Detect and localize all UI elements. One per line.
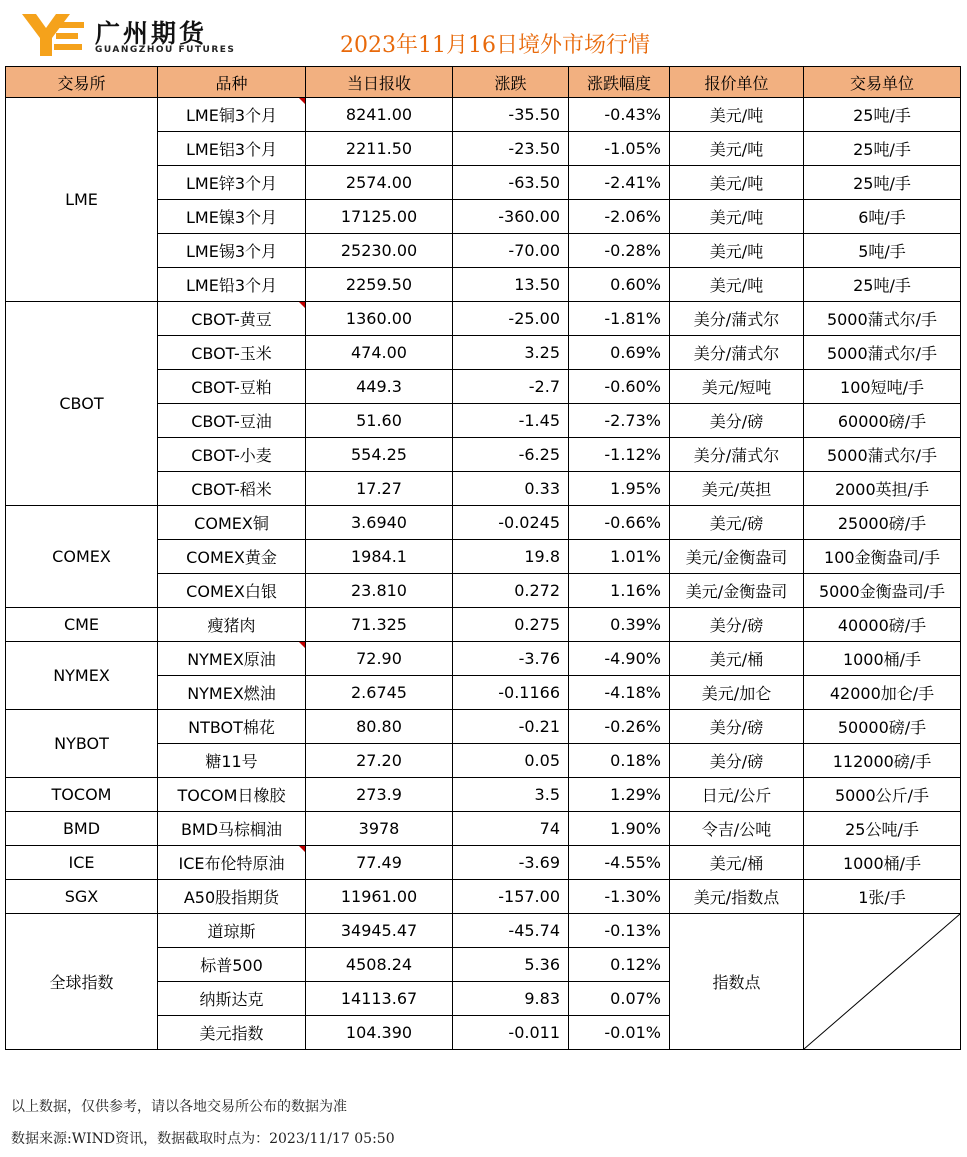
- close-price-cell: 17125.00: [306, 200, 453, 234]
- close-price-cell: 51.60: [306, 404, 453, 438]
- close-price-cell: 23.810: [306, 574, 453, 608]
- product-cell: 瘦猪肉: [158, 608, 306, 642]
- quote-unit-cell: 美元/吨: [670, 200, 804, 234]
- product-cell: CBOT-豆油: [158, 404, 306, 438]
- product-cell: LME铅3个月: [158, 268, 306, 302]
- quote-unit-cell: 美元/短吨: [670, 370, 804, 404]
- trade-unit-cell: 5000蒲式尔/手: [804, 438, 961, 472]
- quote-unit-cell: 日元/公斤: [670, 778, 804, 812]
- change-percent-cell: 0.07%: [569, 982, 670, 1016]
- quote-unit-cell: 美分/蒲式尔: [670, 438, 804, 472]
- product-cell: TOCOM日橡胶: [158, 778, 306, 812]
- product-cell: BMD马棕榈油: [158, 812, 306, 846]
- change-cell: 9.83: [453, 982, 569, 1016]
- close-price-cell: 2259.50: [306, 268, 453, 302]
- product-cell: LME镍3个月: [158, 200, 306, 234]
- change-cell: -157.00: [453, 880, 569, 914]
- product-cell: CBOT-玉米: [158, 336, 306, 370]
- trade-unit-cell: 25吨/手: [804, 268, 961, 302]
- change-percent-cell: 1.90%: [569, 812, 670, 846]
- change-percent-cell: -1.30%: [569, 880, 670, 914]
- quote-unit-cell: 美分/蒲式尔: [670, 302, 804, 336]
- exchange-cell: NYMEX: [6, 642, 158, 710]
- trade-unit-cell: 25000磅/手: [804, 506, 961, 540]
- change-percent-cell: 0.18%: [569, 744, 670, 778]
- close-price-cell: 4508.24: [306, 948, 453, 982]
- change-cell: -2.7: [453, 370, 569, 404]
- table-row: [6, 302, 961, 336]
- close-price-cell: 11961.00: [306, 880, 453, 914]
- change-cell: 3.5: [453, 778, 569, 812]
- change-percent-cell: -4.90%: [569, 642, 670, 676]
- product-cell: NYMEX燃油: [158, 676, 306, 710]
- change-percent-cell: -1.12%: [569, 438, 670, 472]
- quote-unit-cell: 美元/吨: [670, 268, 804, 302]
- change-percent-cell: 0.39%: [569, 608, 670, 642]
- product-cell: NTBOT棉花: [158, 710, 306, 744]
- close-price-cell: 104.390: [306, 1016, 453, 1050]
- page-title: 2023年11月16日境外市场行情: [340, 33, 650, 58]
- index-unit-cell: 指数点: [670, 914, 804, 1050]
- table-row: [6, 506, 961, 540]
- quote-unit-cell: 美元/桶: [670, 642, 804, 676]
- trade-unit-cell: 100短吨/手: [804, 370, 961, 404]
- quote-unit-cell: 令吉/公吨: [670, 812, 804, 846]
- exchange-cell: ICE: [6, 846, 158, 880]
- quote-unit-cell: 美分/磅: [670, 710, 804, 744]
- change-percent-cell: -0.01%: [569, 1016, 670, 1050]
- exchange-cell: BMD: [6, 812, 158, 846]
- product-cell: LME铜3个月: [158, 98, 306, 132]
- quote-unit-cell: 美元/英担: [670, 472, 804, 506]
- change-cell: -25.00: [453, 302, 569, 336]
- table-row: [6, 98, 961, 132]
- quote-unit-cell: 美分/磅: [670, 404, 804, 438]
- column-header: 报价单位: [670, 67, 804, 98]
- exchange-cell: 全球指数: [6, 914, 158, 1050]
- change-percent-cell: -0.13%: [569, 914, 670, 948]
- close-price-cell: 17.27: [306, 472, 453, 506]
- change-cell: -0.1166: [453, 676, 569, 710]
- change-percent-cell: -1.05%: [569, 132, 670, 166]
- change-percent-cell: -2.73%: [569, 404, 670, 438]
- exchange-cell: COMEX: [6, 506, 158, 608]
- change-cell: -23.50: [453, 132, 569, 166]
- exchange-cell: NYBOT: [6, 710, 158, 778]
- product-cell: 美元指数: [158, 1016, 306, 1050]
- column-header: 涨跌: [453, 67, 569, 98]
- close-price-cell: 27.20: [306, 744, 453, 778]
- change-cell: -6.25: [453, 438, 569, 472]
- disclaimer-note: 以上数据，仅供参考，请以各地交易所公布的数据为准: [11, 1099, 347, 1115]
- change-cell: 13.50: [453, 268, 569, 302]
- change-percent-cell: -0.26%: [569, 710, 670, 744]
- change-cell: 5.36: [453, 948, 569, 982]
- trade-unit-cell: 25吨/手: [804, 98, 961, 132]
- change-cell: 3.25: [453, 336, 569, 370]
- product-cell: A50股指期货: [158, 880, 306, 914]
- table-row: [6, 812, 961, 846]
- quote-unit-cell: 美元/吨: [670, 166, 804, 200]
- exchange-cell: LME: [6, 98, 158, 302]
- trade-unit-cell: 5000金衡盎司/手: [804, 574, 961, 608]
- change-cell: -63.50: [453, 166, 569, 200]
- close-price-cell: 2211.50: [306, 132, 453, 166]
- change-cell: -3.76: [453, 642, 569, 676]
- column-header: 交易单位: [804, 67, 961, 98]
- table-row: [6, 642, 961, 676]
- quote-unit-cell: 美元/金衡盎司: [670, 540, 804, 574]
- trade-unit-cell: 5吨/手: [804, 234, 961, 268]
- product-cell: CBOT-稻米: [158, 472, 306, 506]
- quote-unit-cell: 美元/桶: [670, 846, 804, 880]
- quote-unit-cell: 美分/蒲式尔: [670, 336, 804, 370]
- close-price-cell: 273.9: [306, 778, 453, 812]
- trade-unit-cell: 50000磅/手: [804, 710, 961, 744]
- trade-unit-cell: 112000磅/手: [804, 744, 961, 778]
- empty-diagonal-cell: [804, 914, 961, 1050]
- quote-unit-cell: 美分/磅: [670, 744, 804, 778]
- column-header: 交易所: [6, 67, 158, 98]
- data-source-note: 数据来源:WIND资讯，数据截取时点为：2023/11/17 05:50: [11, 1131, 395, 1147]
- column-header: 品种: [158, 67, 306, 98]
- close-price-cell: 25230.00: [306, 234, 453, 268]
- change-cell: -35.50: [453, 98, 569, 132]
- change-percent-cell: 0.60%: [569, 268, 670, 302]
- trade-unit-cell: 1000桶/手: [804, 846, 961, 880]
- product-cell: ICE布伦特原油: [158, 846, 306, 880]
- report-header: [0, 0, 967, 66]
- table-row: [6, 846, 961, 880]
- close-price-cell: 77.49: [306, 846, 453, 880]
- table-row: [6, 608, 961, 642]
- column-header: 涨跌幅度: [569, 67, 670, 98]
- product-cell: 道琼斯: [158, 914, 306, 948]
- close-price-cell: 80.80: [306, 710, 453, 744]
- quote-unit-cell: 美分/磅: [670, 608, 804, 642]
- product-cell: 糖11号: [158, 744, 306, 778]
- product-cell: COMEX白银: [158, 574, 306, 608]
- exchange-cell: CME: [6, 608, 158, 642]
- change-cell: -45.74: [453, 914, 569, 948]
- close-price-cell: 8241.00: [306, 98, 453, 132]
- quote-unit-cell: 美元/吨: [670, 234, 804, 268]
- table-row: [6, 880, 961, 914]
- change-cell: -0.011: [453, 1016, 569, 1050]
- close-price-cell: 1360.00: [306, 302, 453, 336]
- trade-unit-cell: 1张/手: [804, 880, 961, 914]
- trade-unit-cell: 40000磅/手: [804, 608, 961, 642]
- change-percent-cell: -2.06%: [569, 200, 670, 234]
- change-cell: -0.0245: [453, 506, 569, 540]
- table-row: [6, 914, 961, 948]
- change-percent-cell: 1.01%: [569, 540, 670, 574]
- product-cell: LME锡3个月: [158, 234, 306, 268]
- change-percent-cell: 1.95%: [569, 472, 670, 506]
- change-percent-cell: 0.69%: [569, 336, 670, 370]
- change-percent-cell: -0.60%: [569, 370, 670, 404]
- trade-unit-cell: 5000蒲式尔/手: [804, 302, 961, 336]
- change-cell: -70.00: [453, 234, 569, 268]
- logo-text-en: GUANGZHOU FUTURES: [95, 45, 236, 55]
- close-price-cell: 1984.1: [306, 540, 453, 574]
- trade-unit-cell: 25吨/手: [804, 166, 961, 200]
- product-cell: 标普500: [158, 948, 306, 982]
- change-cell: 0.05: [453, 744, 569, 778]
- change-percent-cell: 0.12%: [569, 948, 670, 982]
- close-price-cell: 72.90: [306, 642, 453, 676]
- product-cell: LME铝3个月: [158, 132, 306, 166]
- close-price-cell: 554.25: [306, 438, 453, 472]
- change-cell: -1.45: [453, 404, 569, 438]
- close-price-cell: 71.325: [306, 608, 453, 642]
- trade-unit-cell: 25吨/手: [804, 132, 961, 166]
- product-cell: NYMEX原油: [158, 642, 306, 676]
- product-cell: CBOT-黄豆: [158, 302, 306, 336]
- change-cell: -0.21: [453, 710, 569, 744]
- close-price-cell: 449.3: [306, 370, 453, 404]
- change-percent-cell: -2.41%: [569, 166, 670, 200]
- exchange-cell: SGX: [6, 880, 158, 914]
- close-price-cell: 3.6940: [306, 506, 453, 540]
- trade-unit-cell: 60000磅/手: [804, 404, 961, 438]
- table-header-row: [6, 67, 961, 98]
- quote-unit-cell: 美元/磅: [670, 506, 804, 540]
- exchange-cell: TOCOM: [6, 778, 158, 812]
- trade-unit-cell: 1000桶/手: [804, 642, 961, 676]
- close-price-cell: 14113.67: [306, 982, 453, 1016]
- change-cell: 0.272: [453, 574, 569, 608]
- change-cell: -3.69: [453, 846, 569, 880]
- trade-unit-cell: 100金衡盎司/手: [804, 540, 961, 574]
- exchange-cell: CBOT: [6, 302, 158, 506]
- product-cell: COMEX黄金: [158, 540, 306, 574]
- change-cell: -360.00: [453, 200, 569, 234]
- close-price-cell: 2.6745: [306, 676, 453, 710]
- product-cell: 纳斯达克: [158, 982, 306, 1016]
- trade-unit-cell: 5000蒲式尔/手: [804, 336, 961, 370]
- market-table: [5, 66, 961, 1050]
- product-cell: CBOT-豆粕: [158, 370, 306, 404]
- column-header: 当日报收: [306, 67, 453, 98]
- product-cell: LME锌3个月: [158, 166, 306, 200]
- trade-unit-cell: 42000加仑/手: [804, 676, 961, 710]
- guangzhou-futures-logo-icon: [22, 14, 86, 56]
- quote-unit-cell: 美元/吨: [670, 132, 804, 166]
- table-row: [6, 778, 961, 812]
- change-cell: 74: [453, 812, 569, 846]
- change-percent-cell: 1.16%: [569, 574, 670, 608]
- quote-unit-cell: 美元/金衡盎司: [670, 574, 804, 608]
- trade-unit-cell: 2000英担/手: [804, 472, 961, 506]
- change-percent-cell: -0.28%: [569, 234, 670, 268]
- product-cell: CBOT-小麦: [158, 438, 306, 472]
- change-cell: 0.275: [453, 608, 569, 642]
- close-price-cell: 3978: [306, 812, 453, 846]
- logo-text-cn: 广州期货: [95, 19, 208, 48]
- quote-unit-cell: 美元/指数点: [670, 880, 804, 914]
- product-cell: COMEX铜: [158, 506, 306, 540]
- quote-unit-cell: 美元/加仑: [670, 676, 804, 710]
- change-percent-cell: -0.66%: [569, 506, 670, 540]
- table-row: [6, 710, 961, 744]
- close-price-cell: 34945.47: [306, 914, 453, 948]
- quote-unit-cell: 美元/吨: [670, 98, 804, 132]
- change-percent-cell: -0.43%: [569, 98, 670, 132]
- trade-unit-cell: 25公吨/手: [804, 812, 961, 846]
- change-percent-cell: 1.29%: [569, 778, 670, 812]
- change-cell: 0.33: [453, 472, 569, 506]
- change-percent-cell: -1.81%: [569, 302, 670, 336]
- trade-unit-cell: 6吨/手: [804, 200, 961, 234]
- change-cell: 19.8: [453, 540, 569, 574]
- close-price-cell: 2574.00: [306, 166, 453, 200]
- change-percent-cell: -4.55%: [569, 846, 670, 880]
- close-price-cell: 474.00: [306, 336, 453, 370]
- trade-unit-cell: 5000公斤/手: [804, 778, 961, 812]
- change-percent-cell: -4.18%: [569, 676, 670, 710]
